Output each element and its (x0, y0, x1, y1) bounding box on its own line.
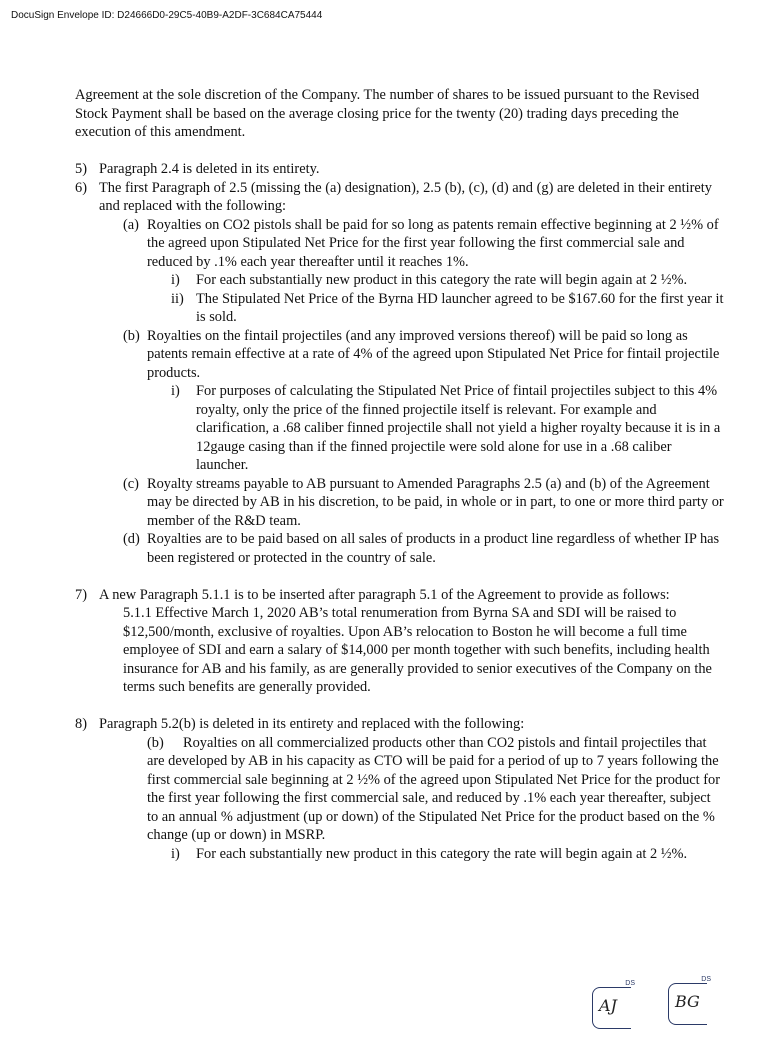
item-text: Paragraph 5.2(b) is deleted in its entirety and replaced with the following: (99, 716, 525, 732)
clause-text: 5.1.1 Effective March 1, 2020 AB’s total renumeration from Byrna SA and SDI will be raised to $12,500/month, exclusive of royalties. Upon AB’s relocation to Boston he will become a full time employee of SDI and earn a salary of $14,000 per month together with such benefits, including health insurance for AB and his family, as are generally provided to senior executives of the Company on the terms such benefits are generally provided. (123, 605, 712, 695)
clause-label: i) (171, 272, 180, 288)
item-5 (75, 160, 725, 179)
item-text: The first Paragraph of 2.5 (missing the (a) designation), 2.5 (b), (c), (d) and (g) are deleted in their entirety and replaced with the following: (99, 179, 712, 214)
clause-text: For purposes of calculating the Stipulated Net Price of fintail projectiles subject to this 4% royalty, only the price of the finned projectile itself is relevant. For example and clarification, a .68 caliber finned projectile shall not yield a higher royalty because it is in a 12gauge casing than if the finned projectile were sold alone for use in a .68 caliber launcher. (196, 383, 721, 473)
clause-label: (d) (123, 531, 140, 547)
document-body (75, 86, 725, 863)
clause-text: Royalties are to be paid based on all sales of products in a product line regardless of whether IP has been registered or protected in the country of sale. (147, 531, 720, 566)
clause-label: (b) (123, 327, 140, 344)
clause-label: i) (171, 383, 180, 399)
item-7 (75, 586, 725, 605)
clause-6a (123, 216, 725, 272)
clause-6a-ii (171, 290, 725, 327)
clause-6c (123, 475, 725, 531)
paragraph-5-2b (147, 734, 725, 845)
clause-label: (c) (123, 475, 139, 492)
clause-label: i) (171, 845, 180, 862)
item-number: 7) (75, 586, 87, 603)
clause-6b (123, 327, 725, 383)
signature-initials: AJ (599, 996, 617, 1015)
clause-text: Royalties on all commercialized products other than CO2 pistols and fintail projectiles that are developed by AB in his capacity as CTO will be paid for a period of up to 7 years following the first commercial sale beginning at 2 ½% of the agreed upon Stipulated Net Price for the product for the first year following the first commercial sale, and reduced by .1% each year thereafter, subject to an annual % adjustment (up or down) of the Stipulated Net Price for the product based on the % change (up or down) in MSRP. (147, 734, 721, 843)
clause-text: Royalties on CO2 pistols shall be paid for so long as patents remain effective beginning at 2 ½% of the agreed upon Stipulated Net Price for the first year following the first commercial sale and reduced by .1% each year thereafter until it reaches 1%. (147, 216, 719, 270)
clause-6d (123, 530, 725, 567)
item-6 (75, 179, 725, 216)
clause-6a-i (171, 271, 725, 290)
initials-box-1[interactable] (592, 980, 635, 1029)
clause-text: Royalty streams payable to AB pursuant to Amended Paragraphs 2.5 (a) and (b) of the Agreement may be directed by AB in his discretion, to be paid, in whole or in part, to one or more third party or member of the R&D team. (147, 475, 724, 529)
clause-text: For each substantially new product in this category the rate will begin again at 2 ½%. (196, 272, 688, 288)
intro-paragraph: Agreement at the sole discretion of the Company. The number of shares to be issued pursuant to the Revised Stock Payment shall be based on the average closing price for the twenty (20) trading days preceding the execution of this amendment. (75, 87, 700, 140)
clause-label: ii) (171, 290, 184, 307)
clause-6b-i (171, 382, 725, 475)
clause-8b-i (171, 845, 725, 864)
clause-text: Royalties on the fintail projectiles (and any improved versions thereof) will be paid so long as patents remain effective at a rate of 4% of the agreed upon Stipulated Net Price for fintail projectile products. (147, 327, 720, 381)
clause-text: The Stipulated Net Price of the Byrna HD launcher agreed to be $167.60 for the first year it is sold. (196, 290, 724, 325)
signature-initials: BG (675, 992, 700, 1011)
item-number: 5) (75, 161, 87, 177)
item-number: 6) (75, 179, 87, 196)
clause-text: For each substantially new product in this category the rate will begin again at 2 ½%. (196, 845, 688, 862)
item-number: 8) (75, 716, 87, 732)
item-8 (75, 715, 725, 734)
item-text: Paragraph 2.4 is deleted in its entirety. (99, 161, 320, 177)
clause-label: (b) (147, 734, 164, 751)
clause-label: (a) (123, 216, 139, 233)
paragraph-5-1-1 (123, 604, 725, 697)
docusign-envelope-id: DocuSign Envelope ID: D24666D0-29C5-40B9-A2DF-3C684CA75444 (11, 10, 323, 21)
docusign-tag: DS (701, 976, 711, 983)
item-text: A new Paragraph 5.1.1 is to be inserted after paragraph 5.1 of the Agreement to provide as follows: (99, 586, 670, 603)
initials-box-2[interactable] (668, 976, 711, 1025)
docusign-tag: DS (625, 980, 635, 987)
